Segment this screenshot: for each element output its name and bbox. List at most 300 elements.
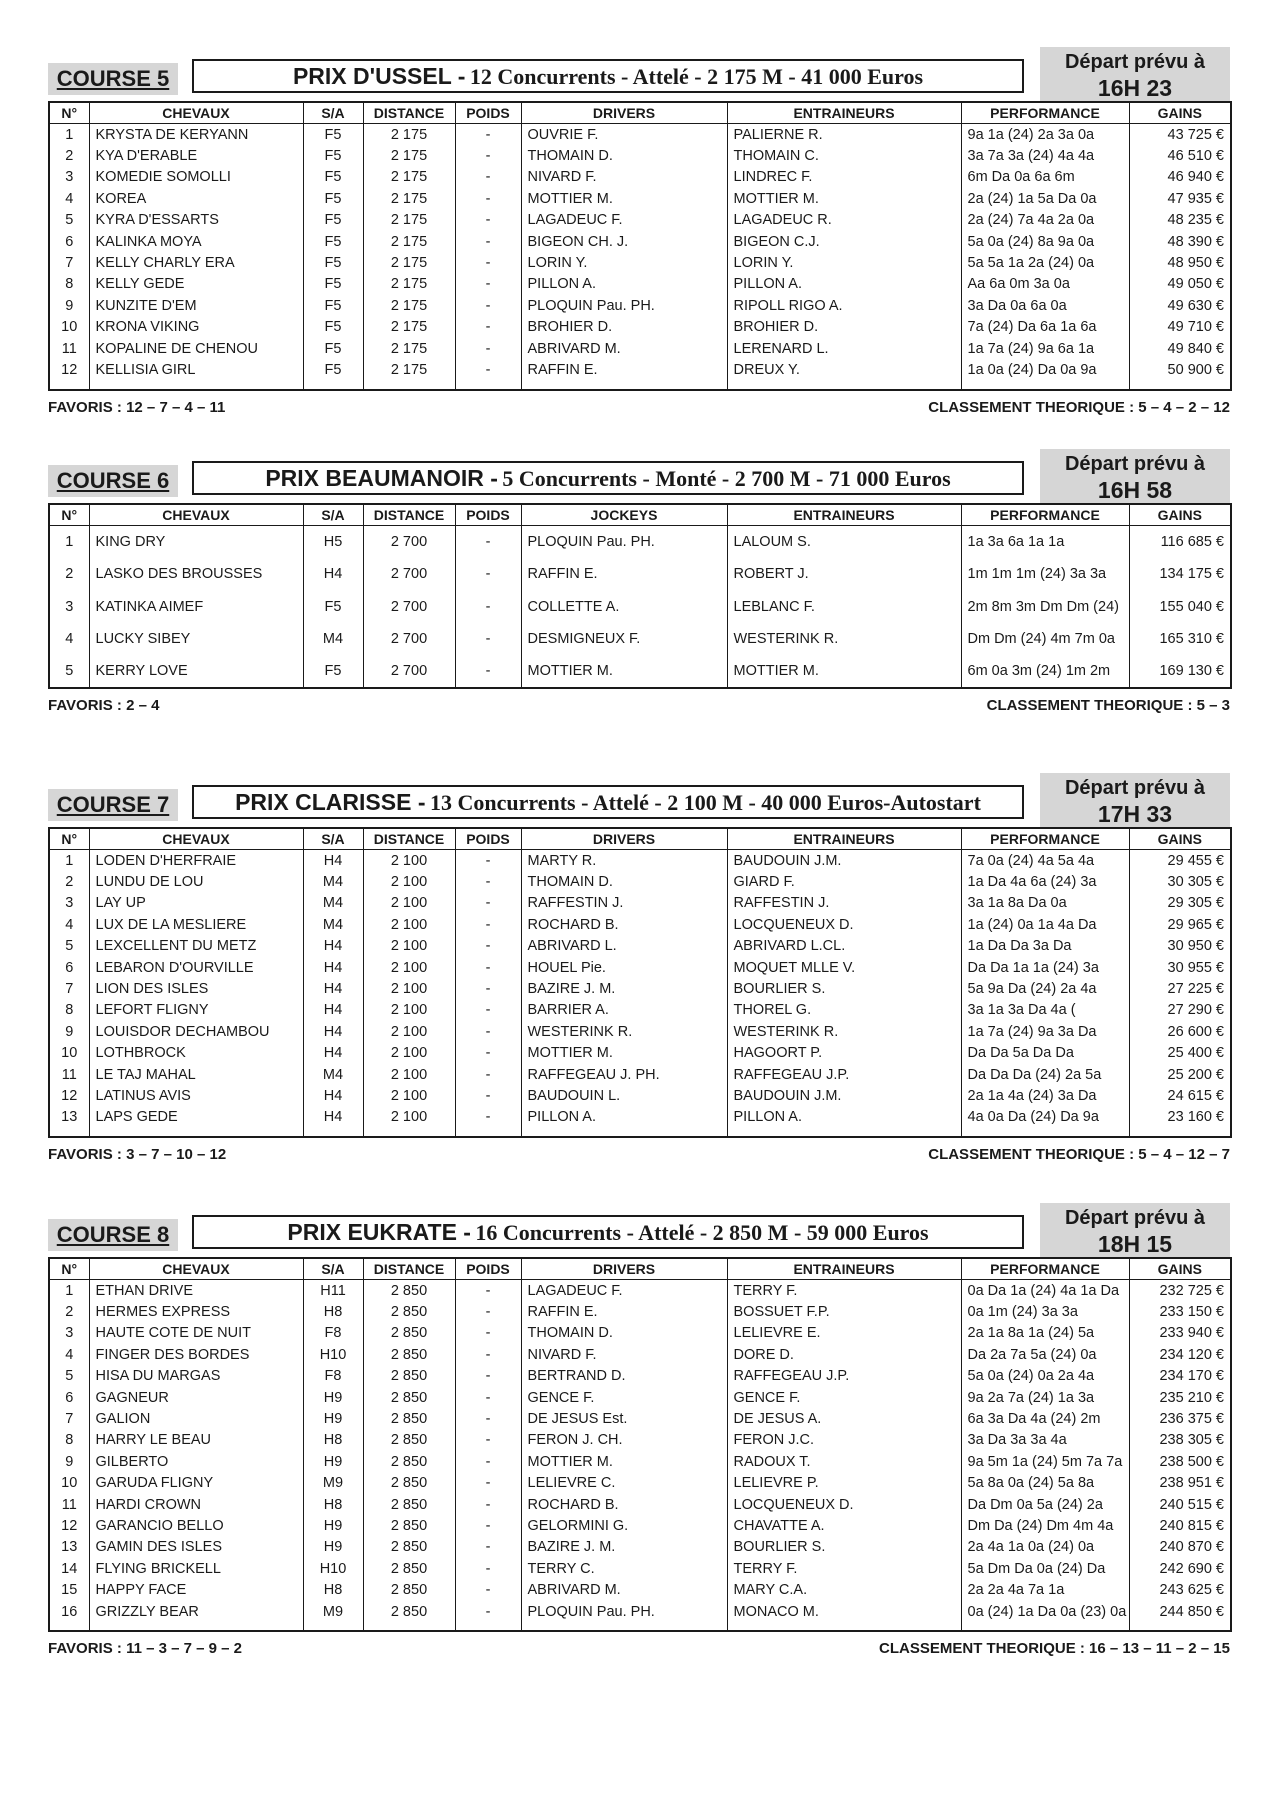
course-label [48, 789, 178, 821]
column-header-trainer: ENTRAINEURS [727, 504, 961, 526]
table-row [49, 359, 1231, 380]
filler-cell [1129, 1128, 1231, 1137]
row-number: 4 [49, 623, 89, 655]
performance: 9a 1a (24) 2a 3a 0a [961, 124, 1129, 146]
sex-age: H10 [303, 1558, 363, 1579]
earnings: 48 235 € [1129, 210, 1231, 231]
driver: RAFFESTIN J. [521, 893, 727, 914]
filler-cell [455, 687, 521, 688]
table-row [49, 252, 1231, 273]
horse-name: KATINKA AIMEF [89, 591, 303, 623]
sex-age: M4 [303, 893, 363, 914]
filler-cell [961, 687, 1129, 688]
ranking-value: 5 – 4 – 2 – 12 [1138, 399, 1230, 416]
earnings: 48 950 € [1129, 252, 1231, 273]
weight: - [455, 957, 521, 978]
earnings: 29 305 € [1129, 893, 1231, 914]
trainer: MOTTIER M. [727, 188, 961, 209]
row-number: 6 [49, 1387, 89, 1408]
earnings: 46 940 € [1129, 167, 1231, 188]
driver: DESMIGNEUX F. [521, 623, 727, 655]
column-header-driver: DRIVERS [521, 102, 727, 124]
row-number: 2 [49, 871, 89, 892]
column-header-trainer: ENTRAINEURS [727, 102, 961, 124]
favorites-label: FAVORIS : [48, 1640, 122, 1657]
horse-name: LATINUS AVIS [89, 1085, 303, 1106]
course-label-text: COURSE 6 [56, 468, 170, 493]
table-row [49, 526, 1231, 559]
performance: 3a Da 3a 3a 4a [961, 1430, 1129, 1451]
sex-age: F5 [303, 188, 363, 209]
horse-name: GRIZZLY BEAR [89, 1601, 303, 1622]
distance: 2 700 [363, 623, 455, 655]
weight: - [455, 1494, 521, 1515]
table-row [49, 978, 1231, 999]
distance: 2 100 [363, 936, 455, 957]
driver: ROCHARD B. [521, 1494, 727, 1515]
table-row [49, 591, 1231, 623]
sex-age: F5 [303, 145, 363, 166]
driver: THOMAIN D. [521, 1323, 727, 1344]
driver: LAGADEUC F. [521, 210, 727, 231]
earnings: 155 040 € [1129, 591, 1231, 623]
distance: 2 100 [363, 1043, 455, 1064]
ranking-value: 16 – 13 – 11 – 2 – 15 [1089, 1640, 1230, 1657]
horse-name: KERRY LOVE [89, 655, 303, 687]
sex-age: M9 [303, 1473, 363, 1494]
performance: 1a 3a 6a 1a 1a [961, 526, 1129, 559]
sex-age: H4 [303, 957, 363, 978]
sex-age: M4 [303, 871, 363, 892]
filler-cell [455, 1128, 521, 1137]
row-number: 5 [49, 210, 89, 231]
distance: 2 850 [363, 1280, 455, 1302]
row-number: 12 [49, 359, 89, 380]
distance: 2 850 [363, 1344, 455, 1365]
favorites-value: 3 – 7 – 10 – 12 [126, 1146, 227, 1163]
course-title [192, 461, 1024, 495]
sex-age: H5 [303, 526, 363, 559]
row-number: 5 [49, 936, 89, 957]
weight: - [455, 1043, 521, 1064]
column-header-horse-name: CHEVAUX [89, 102, 303, 124]
weight: - [455, 1537, 521, 1558]
filler-cell [961, 1622, 1129, 1631]
distance: 2 175 [363, 231, 455, 252]
distance: 2 100 [363, 893, 455, 914]
distance: 2 100 [363, 1064, 455, 1085]
distance: 2 100 [363, 850, 455, 872]
distance: 2 850 [363, 1451, 455, 1472]
sex-age: H9 [303, 1515, 363, 1536]
filler-cell [1129, 687, 1231, 688]
start-time-label: Départ prévu à [1064, 51, 1206, 73]
distance: 2 175 [363, 317, 455, 338]
prize-details: 16 Concurrents - Attelé - 2 850 M - 59 000 Euros [475, 1220, 929, 1245]
sex-age: F5 [303, 359, 363, 380]
ranking-value: 5 – 4 – 12 – 7 [1138, 1146, 1230, 1163]
performance: Da Da 5a Da Da [961, 1043, 1129, 1064]
trainer: THOMAIN C. [727, 145, 961, 166]
performance: 2a 2a 4a 7a 1a [961, 1579, 1129, 1600]
distance: 2 100 [363, 1107, 455, 1128]
distance: 2 175 [363, 210, 455, 231]
sex-age: F8 [303, 1323, 363, 1344]
ranking-label: CLASSEMENT THEORIQUE : [879, 1640, 1085, 1657]
prize-details: 13 Concurrents - Attelé - 2 100 M - 40 000 Euros-Autostart [429, 790, 981, 815]
driver: NIVARD F. [521, 1344, 727, 1365]
performance: 0a (24) 1a Da 0a (23) 0a [961, 1601, 1129, 1622]
filler-cell [363, 687, 455, 688]
row-number: 8 [49, 1430, 89, 1451]
distance: 2 100 [363, 957, 455, 978]
horse-name: HERMES EXPRESS [89, 1301, 303, 1322]
table-row [49, 623, 1231, 655]
sex-age: H4 [303, 1000, 363, 1021]
column-header-driver: DRIVERS [521, 828, 727, 850]
table-header-row [49, 1258, 1231, 1280]
table-row [49, 1000, 1231, 1021]
weight: - [455, 338, 521, 359]
weight: - [455, 591, 521, 623]
start-time-box [1040, 1203, 1230, 1257]
table-header-row [49, 102, 1231, 124]
horse-name: LOTHBROCK [89, 1043, 303, 1064]
table-row [49, 1387, 1231, 1408]
course-section [48, 773, 1230, 1164]
table-row [49, 274, 1231, 295]
table-header-row [49, 504, 1231, 526]
driver: MARTY R. [521, 850, 727, 872]
favorites [48, 697, 159, 714]
row-number: 13 [49, 1537, 89, 1558]
weight: - [455, 1107, 521, 1128]
driver: PLOQUIN Pau. PH. [521, 526, 727, 559]
performance: 3a Da 0a 6a 0a [961, 295, 1129, 316]
driver: MOTTIER M. [521, 188, 727, 209]
filler-cell [49, 1128, 89, 1137]
trainer: LORIN Y. [727, 252, 961, 273]
earnings: 238 305 € [1129, 1430, 1231, 1451]
row-number: 11 [49, 1064, 89, 1085]
sex-age: H4 [303, 1085, 363, 1106]
column-header-horse-name: CHEVAUX [89, 504, 303, 526]
horse-name: GAGNEUR [89, 1387, 303, 1408]
distance: 2 175 [363, 145, 455, 166]
driver: ABRIVARD M. [521, 1579, 727, 1600]
weight: - [455, 274, 521, 295]
course-header [48, 773, 1230, 827]
trainer: TERRY F. [727, 1558, 961, 1579]
table-row [49, 1280, 1231, 1302]
distance: 2 850 [363, 1366, 455, 1387]
performance: Da 2a 7a 5a (24) 0a [961, 1344, 1129, 1365]
start-time-label: Départ prévu à [1064, 453, 1206, 475]
earnings: 236 375 € [1129, 1408, 1231, 1429]
weight: - [455, 1451, 521, 1472]
prize-name: PRIX CLARISSE - [235, 789, 426, 815]
favorites-label: FAVORIS : [48, 697, 122, 715]
distance: 2 850 [363, 1537, 455, 1558]
weight: - [455, 914, 521, 935]
horse-name: KRONA VIKING [89, 317, 303, 338]
sex-age: F5 [303, 274, 363, 295]
sex-age: H8 [303, 1494, 363, 1515]
row-number: 1 [49, 850, 89, 872]
distance: 2 850 [363, 1323, 455, 1344]
prize-details: 12 Concurrents - Attelé - 2 175 M - 41 000 Euros [469, 64, 924, 89]
earnings: 30 950 € [1129, 936, 1231, 957]
driver: OUVRIE F. [521, 124, 727, 146]
table-header-row [49, 828, 1231, 850]
weight: - [455, 124, 521, 146]
driver: LORIN Y. [521, 252, 727, 273]
horse-name: LAY UP [89, 893, 303, 914]
course-footer [48, 1138, 1230, 1164]
trainer: HAGOORT P. [727, 1043, 961, 1064]
table-row [49, 914, 1231, 935]
driver: MOTTIER M. [521, 1451, 727, 1472]
start-time: 18H 15 [1097, 1231, 1173, 1257]
weight: - [455, 558, 521, 590]
performance: 2a 1a 4a (24) 3a Da [961, 1085, 1129, 1106]
earnings: 48 390 € [1129, 231, 1231, 252]
distance: 2 100 [363, 1085, 455, 1106]
horse-name: FINGER DES BORDES [89, 1344, 303, 1365]
column-header-row-number: N° [49, 504, 89, 526]
driver: HOUEL Pie. [521, 957, 727, 978]
trainer: BAUDOUIN J.M. [727, 850, 961, 872]
driver: BAZIRE J. M. [521, 1537, 727, 1558]
horse-name: FLYING BRICKELL [89, 1558, 303, 1579]
performance: 0a Da 1a (24) 4a 1a Da [961, 1280, 1129, 1302]
row-number: 3 [49, 167, 89, 188]
table-row [49, 124, 1231, 146]
trainer: BOURLIER S. [727, 1537, 961, 1558]
earnings: 234 170 € [1129, 1366, 1231, 1387]
weight: - [455, 871, 521, 892]
row-number: 13 [49, 1107, 89, 1128]
trainer: RIPOLL RIGO A. [727, 295, 961, 316]
course-section [48, 1203, 1230, 1658]
driver: BARRIER A. [521, 1000, 727, 1021]
trainer: GIARD F. [727, 871, 961, 892]
distance: 2 175 [363, 295, 455, 316]
horse-name: LOUISDOR DECHAMBOU [89, 1021, 303, 1042]
weight: - [455, 210, 521, 231]
trainer: MOTTIER M. [727, 655, 961, 687]
earnings: 25 400 € [1129, 1043, 1231, 1064]
weight: - [455, 1323, 521, 1344]
weight: - [455, 978, 521, 999]
distance: 2 850 [363, 1301, 455, 1322]
distance: 2 175 [363, 274, 455, 295]
table-row [49, 850, 1231, 872]
sex-age: F5 [303, 655, 363, 687]
filler-cell [303, 1622, 363, 1631]
row-number: 14 [49, 1558, 89, 1579]
table-row [49, 295, 1231, 316]
earnings: 244 850 € [1129, 1601, 1231, 1622]
sex-age: F5 [303, 210, 363, 231]
earnings: 169 130 € [1129, 655, 1231, 687]
sex-age: H4 [303, 978, 363, 999]
favorites-label: FAVORIS : [48, 399, 122, 416]
distance: 2 850 [363, 1579, 455, 1600]
course-footer [48, 1632, 1230, 1658]
earnings: 30 305 € [1129, 871, 1231, 892]
earnings: 235 210 € [1129, 1387, 1231, 1408]
distance: 2 100 [363, 1021, 455, 1042]
course-label-text: COURSE 7 [56, 792, 170, 817]
trainer: PILLON A. [727, 274, 961, 295]
sex-age: M4 [303, 623, 363, 655]
sex-age: M4 [303, 914, 363, 935]
weight: - [455, 893, 521, 914]
sex-age: H4 [303, 1043, 363, 1064]
filler-cell [49, 1622, 89, 1631]
horse-name: LODEN D'HERFRAIE [89, 850, 303, 872]
performance: 1a Da Da 3a Da [961, 936, 1129, 957]
filler-cell [363, 1622, 455, 1631]
trainer: RAFFEGEAU J.P. [727, 1064, 961, 1085]
horse-name: LEXCELLENT DU METZ [89, 936, 303, 957]
performance: Da Dm 0a 5a (24) 2a [961, 1494, 1129, 1515]
earnings: 29 455 € [1129, 850, 1231, 872]
performance: 7a 0a (24) 4a 5a 4a [961, 850, 1129, 872]
distance: 2 850 [363, 1387, 455, 1408]
course-label [48, 1219, 178, 1251]
driver: RAFFIN E. [521, 558, 727, 590]
distance: 2 175 [363, 338, 455, 359]
ranking-label: CLASSEMENT THEORIQUE : [928, 1146, 1135, 1163]
earnings: 240 870 € [1129, 1537, 1231, 1558]
table-row [49, 1451, 1231, 1472]
trainer: LINDREC F. [727, 167, 961, 188]
horse-name: HARDI CROWN [89, 1494, 303, 1515]
performance: 2a (24) 1a 5a Da 0a [961, 188, 1129, 209]
distance: 2 100 [363, 978, 455, 999]
distance: 2 175 [363, 359, 455, 380]
trainer: LALOUM S. [727, 526, 961, 559]
course-title [192, 59, 1024, 93]
earnings: 233 940 € [1129, 1323, 1231, 1344]
row-number: 8 [49, 274, 89, 295]
distance: 2 850 [363, 1601, 455, 1622]
horse-name: HARRY LE BEAU [89, 1430, 303, 1451]
sex-age: F5 [303, 124, 363, 146]
column-header-row-number: N° [49, 1258, 89, 1280]
theoretical-ranking [987, 697, 1230, 714]
sex-age: H4 [303, 1107, 363, 1128]
column-header-earnings: GAINS [1129, 102, 1231, 124]
sex-age: H9 [303, 1387, 363, 1408]
course-section [48, 47, 1230, 417]
column-header-earnings: GAINS [1129, 504, 1231, 526]
trainer: CHAVATTE A. [727, 1515, 961, 1536]
theoretical-ranking [928, 399, 1230, 416]
filler-cell [89, 1622, 303, 1631]
earnings: 26 600 € [1129, 1021, 1231, 1042]
table-filler-row [49, 687, 1231, 688]
trainer: BOURLIER S. [727, 978, 961, 999]
row-number: 7 [49, 978, 89, 999]
row-number: 4 [49, 1344, 89, 1365]
filler-cell [727, 1622, 961, 1631]
horse-name: KELLY GEDE [89, 274, 303, 295]
weight: - [455, 1579, 521, 1600]
trainer: ABRIVARD L.CL. [727, 936, 961, 957]
performance: 2a 1a 8a 1a (24) 5a [961, 1323, 1129, 1344]
table-row [49, 1408, 1231, 1429]
performance: 1a (24) 0a 1a 4a Da [961, 914, 1129, 935]
driver: BROHIER D. [521, 317, 727, 338]
column-header-distance: DISTANCE [363, 504, 455, 526]
performance: 3a 7a 3a (24) 4a 4a [961, 145, 1129, 166]
sex-age: H9 [303, 1537, 363, 1558]
favorites [48, 399, 225, 416]
performance: Dm Da (24) Dm 4m 4a [961, 1515, 1129, 1536]
row-number: 12 [49, 1085, 89, 1106]
earnings: 49 050 € [1129, 274, 1231, 295]
horse-name: GALION [89, 1408, 303, 1429]
column-header-row-number: N° [49, 828, 89, 850]
weight: - [455, 1601, 521, 1622]
trainer: TERRY F. [727, 1280, 961, 1302]
ranking-label: CLASSEMENT THEORIQUE : [928, 399, 1135, 416]
row-number: 11 [49, 1494, 89, 1515]
performance: 5a 9a Da (24) 2a 4a [961, 978, 1129, 999]
trainer: RAFFEGEAU J.P. [727, 1366, 961, 1387]
row-number: 10 [49, 317, 89, 338]
start-time-box [1040, 449, 1230, 503]
trainer: WESTERINK R. [727, 1021, 961, 1042]
table-row [49, 1064, 1231, 1085]
performance: 5a 5a 1a 2a (24) 0a [961, 252, 1129, 273]
trainer: DE JESUS A. [727, 1408, 961, 1429]
weight: - [455, 936, 521, 957]
row-number: 16 [49, 1601, 89, 1622]
sex-age: F8 [303, 1366, 363, 1387]
trainer: ROBERT J. [727, 558, 961, 590]
table-row [49, 1558, 1231, 1579]
performance: Dm Dm (24) 4m 7m 0a [961, 623, 1129, 655]
favorites-value: 12 – 7 – 4 – 11 [126, 399, 226, 416]
performance: 1a 7a (24) 9a 6a 1a [961, 338, 1129, 359]
runners-table [48, 503, 1232, 689]
distance: 2 100 [363, 871, 455, 892]
favorites-label: FAVORIS : [48, 1146, 122, 1163]
course-label [48, 63, 178, 95]
sex-age: H4 [303, 1021, 363, 1042]
table-row [49, 1021, 1231, 1042]
trainer: DORE D. [727, 1344, 961, 1365]
horse-name: KELLISIA GIRL [89, 359, 303, 380]
horse-name: LE TAJ MAHAL [89, 1064, 303, 1085]
trainer: DREUX Y. [727, 359, 961, 380]
sex-age: F5 [303, 317, 363, 338]
earnings: 165 310 € [1129, 623, 1231, 655]
earnings: 49 840 € [1129, 338, 1231, 359]
weight: - [455, 295, 521, 316]
distance: 2 850 [363, 1515, 455, 1536]
horse-name: GAMIN DES ISLES [89, 1537, 303, 1558]
distance: 2 850 [363, 1558, 455, 1579]
performance: 3a 1a 8a Da 0a [961, 893, 1129, 914]
earnings: 30 955 € [1129, 957, 1231, 978]
sex-age: H9 [303, 1408, 363, 1429]
column-header-distance: DISTANCE [363, 102, 455, 124]
